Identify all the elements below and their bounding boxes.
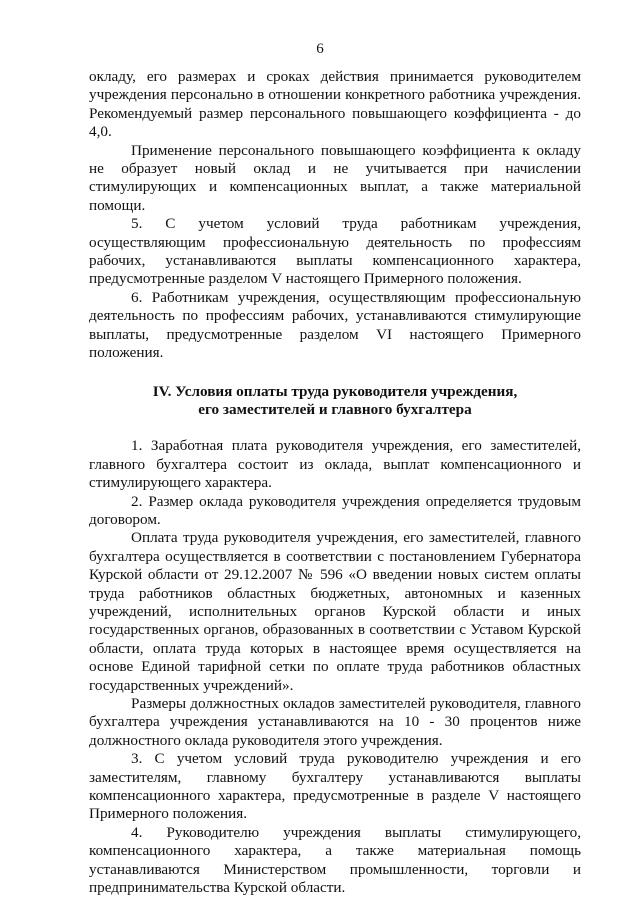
paragraph-section4-item-2: 2. Размер оклада руководителя учреждения определяется трудовым договором. [89, 492, 581, 528]
document-body [89, 68, 581, 897]
paragraph-personal-coefficient: Применение персонального повышающего коэффициента к окладу не образует новый оклад и не учитывается при начислении стимулирующих и компенсационных выплат, а также материальной помощи. [89, 141, 581, 214]
paragraph-continuation: окладу, его размерах и сроках действия принимается руководителем учреждения персонально в отношении конкретного работника учреждения. Рекомендуемый размер персонального повышающего коэффициента - до 4,0. [89, 68, 581, 141]
paragraph-item-5: 5. С учетом условий труда работникам учреждения, осуществляющим профессиональную деятельность по профессиям рабочих, устанавливаются выплаты компенсационного характера, предусмотренные разделом V настоящего Примерного положения. [89, 215, 581, 288]
paragraph-deputy-salaries: Размеры должностных окладов заместителей руководителя, главного бухгалтера учреждения устанавливаются на 10 - 30 процентов ниже должностного оклада руководителя этого учреждения. [89, 695, 581, 749]
paragraph-section4-item-4: 4. Руководителю учреждения выплаты стимулирующего, компенсационного характера, а также материальная помощь устанавливаются Министерством промышленности, торговли и предпринимательства Курской области. [89, 823, 581, 897]
section-heading-line2: его заместителей и главного бухгалтера [198, 400, 472, 418]
paragraph-item-6: 6. Работникам учреждения, осуществляющим профессиональную деятельность по профессиям рабочих, устанавливаются стимулирующие выплаты, предусмотренные разделом VI настоящего Примерного положения. [89, 288, 581, 362]
page-number: 6 [316, 41, 324, 57]
section-heading-line1: IV. Условия оплаты труда руководителя учреждения, [152, 382, 518, 400]
section-heading [89, 383, 581, 420]
paragraph-governor-decree: Оплата труда руководителя учреждения, его заместителей, главного бухгалтера осуществляется в соответствии с постановлением Губернатора Курской области от 29.12.2007 № 596 «О введении новых систем оплаты труда работников областных бюджетных, автономных и казенных учреждений, исполнительных органов Курской области и иных государственных органов, образованных в соответствии с Уставом Курской области, оплата труда которых в настоящее время осуществляется на основе Единой тарифной сетки по оплате труда работников областных государственных учреждений». [89, 529, 581, 694]
paragraph-section4-item-3: 3. С учетом условий труда руководителю учреждения и его заместителям, главному бухгалтеру устанавливаются выплаты компенсационного характера, предусмотренные в разделе V настоящего Примерного положения. [89, 750, 581, 823]
paragraph-section4-item-1: 1. Заработная плата руководителя учреждения, его заместителей, главного бухгалтера состоит из оклада, выплат компенсационного и стимулирующего характера. [89, 437, 581, 492]
